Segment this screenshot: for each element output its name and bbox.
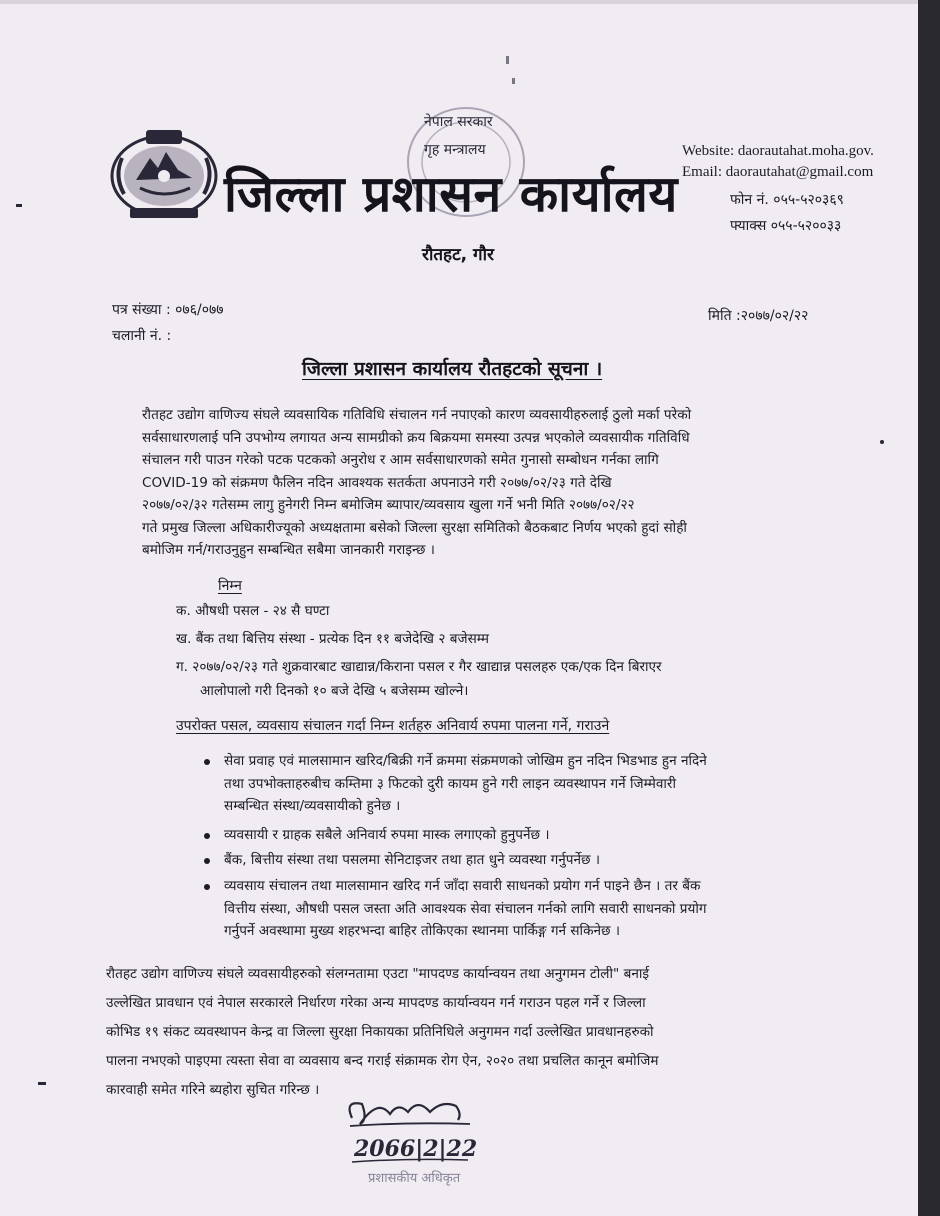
scan-mark [512, 78, 515, 84]
closing-line: रौतहट उद्योग वाणिज्य संघले व्यवसायीहरुको संलग्नतामा एउटा "मापदण्ड कार्यान्वयन तथा अनुगमन टोली" बनाई [106, 966, 650, 982]
email-text: Email: daorautahat@gmail.com [682, 164, 874, 180]
intro-line: गते प्रमुख जिल्ला अधिकारीज्यूको अध्यक्षतामा बसेको जिल्ला सुरक्षा समितिको बैठकबाट निर्णय भएको हुदां सोही [142, 519, 687, 536]
list-item: ख. बैंक तथा बित्तिय संस्था - प्रत्येक दिन ११ बजेदेखि २ बजेसम्म [176, 631, 489, 647]
scan-edge-top [0, 0, 940, 4]
bullet-line: व्यवसाय संचालन तथा मालसामान खरिद गर्न जाँदा सवारी साधनको प्रयोग गर्न पाइने छैन । तर बैंक [224, 878, 701, 894]
closing-line: कोभिड १९ संकट व्यवस्थापन केन्द्र वा जिल्ला सुरक्षा निकायका प्रतिनिधिले अनुगमन गर्दा उल्लेखित प्रावधानहरुको [106, 1024, 654, 1040]
bullet-line: सेवा प्रवाह एवं मालसामान खरिद/बिक्री गर्ने क्रममा संक्रमणको जोखिम हुन नदिन भिडभाड हुन नदिने [224, 753, 707, 769]
scan-edge-right [918, 0, 940, 1216]
website-text: Website: daorautahat.moha.gov. [682, 143, 874, 159]
closing-line: पालना नभएको पाइएमा त्यस्ता सेवा वा व्यवसाय बन्द गराई संक्रामक रोग ऐन, २०२० तथा प्रचलित कानून बमोजिम [106, 1053, 659, 1069]
bullet-dot [204, 833, 210, 839]
intro-line: २०७७/०२/३२ गतेसम्म लागु हुनेगरी निम्न बमोजिम ब्यापार/व्यवसाय खुला गर्ने भनी मिति २०७७/०२/२२ [142, 497, 635, 513]
scan-mark [16, 204, 22, 207]
closing-line: उल्लेखित प्रावधान एवं नेपाल सरकारले निर्धारण गरेका अन्य मापदण्ड कार्यान्वयन गर्न गराउन पहल गर्ने र जिल्ला [106, 995, 646, 1011]
condition-bullet [224, 875, 707, 943]
intro-line: सर्वसाधारणलाई पनि उपभोग्य लगायत अन्य सामग्रीको क्रय बिक्रयमा समस्या उत्पन्न भएकोले व्यवसायीक गतिविधि [142, 429, 690, 446]
gov-line-1: नेपाल सरकार [424, 114, 493, 130]
intro-line: COVID-19 को संक्रमण फैलिन नदिन आवश्यक सतर्कता अपनाउने गरी २०७७/०२/२३ गते देखि [142, 474, 612, 491]
closing-paragraph [106, 960, 812, 1105]
fax-text: फ्याक्स ०५५-५२००३३ [730, 218, 842, 234]
list-heading: निम्न [218, 578, 242, 594]
gov-line-2: गृह मन्त्रालय [424, 142, 486, 158]
condition-bullet [224, 824, 550, 847]
condition-bullet [224, 849, 600, 872]
bullet-dot [204, 884, 210, 890]
nepal-emblem-icon [106, 118, 222, 222]
list-item: आलोपालो गरी दिनको १० बजे देखि ५ बजेसम्म खोल्ने। [200, 683, 469, 699]
intro-line: बमोजिम गर्न/गराउनुहुन सम्बन्धित सबैमा जानकारी गराइन्छ । [142, 542, 435, 558]
dispatch-number: चलानी नं. : [112, 328, 172, 344]
letter-date: मिति :२०७७/०२/२२ [708, 308, 809, 324]
closing-line: कारवाही समेत गरिने ब्यहोरा सुचित गरिन्छ । [106, 1082, 320, 1098]
bullet-dot [204, 759, 210, 765]
bullet-line: तथा उपभोक्ताहरुबीच कम्तिमा ३ फिटको दुरी कायम हुने गरी लाइन व्यवस्थापन गर्ने जिम्मेवारी [224, 775, 676, 792]
signature-image [338, 1090, 488, 1190]
conditions-heading: उपरोक्त पसल, व्यवसाय संचालन गर्दा निम्न शर्तहरु अनिवार्य रुपमा पालना गर्ने, गराउने [176, 718, 610, 734]
scan-mark [38, 1082, 46, 1085]
notice-title: जिल्ला प्रशासन कार्यालय रौतहटको सूचना । [302, 358, 603, 380]
scan-mark [506, 56, 509, 64]
bullet-line: वित्तीय संस्था, औषधी पसल जस्ता अति आवश्यक सेवा संचालन गर्नको लागि सवारी साधनको प्रयोग [224, 900, 707, 917]
bullet-dot [204, 858, 210, 864]
scan-mark [880, 440, 884, 444]
bullet-line: सम्बन्धित संस्था/व्यवसायीको हुनेछ । [224, 798, 401, 814]
bullet-line: बैंक, बित्तीय संस्था तथा पसलमा सेनिटाइजर तथा हात धुने व्यवस्था गर्नुपर्नेछ । [224, 852, 601, 868]
condition-bullet [224, 750, 707, 818]
bullet-line: व्यवसायी र ग्राहक सबैले अनिवार्य रुपमा मास्क लगाएको हुनुपर्नेछ । [224, 827, 550, 843]
letter-number: पत्र संख्या : ०७६/०७७ [112, 302, 224, 318]
svg-text:प्रशासकीय अधिकृत: प्रशासकीय अधिकृत [368, 1171, 461, 1186]
list-item: ग. २०७७/०२/२३ गते शुक्रवारबाट खाद्यान्न/किराना पसल र गैर खाद्यान्न पसलहरु एक/एक दिन बिराएर [176, 659, 662, 675]
intro-line: संचालन गरी पाउन गरेको पटक पटकको अनुरोध र आम सर्वसाधारणको समेत गुनासो सम्बोधन गर्नका लागि [142, 452, 659, 468]
list-item: क. औषधी पसल - २४ सै घण्टा [176, 603, 330, 619]
phone-text: फोन नं. ०५५-५२०३६९ [730, 192, 844, 208]
intro-line: रौतहट उद्योग वाणिज्य संघले व्यवसायिक गतिविधि संचालन गर्न नपाएको कारण व्यवसायीहरुलाई ठुलो मर्का परेको [142, 407, 692, 423]
bullet-line: गर्नुपर्ने अवस्थामा मुख्य शहरभन्दा बाहिर तोकिएका स्थानमा पार्किङ्ग गर्न सकिनेछ । [224, 923, 621, 939]
svg-text:2066|2|22: 2066|2|22 [354, 1136, 478, 1162]
intro-paragraph [142, 404, 832, 562]
office-title: जिल्ला प्रशासन कार्यालय [224, 164, 678, 223]
office-city: रौतहट, गौर [422, 245, 494, 265]
